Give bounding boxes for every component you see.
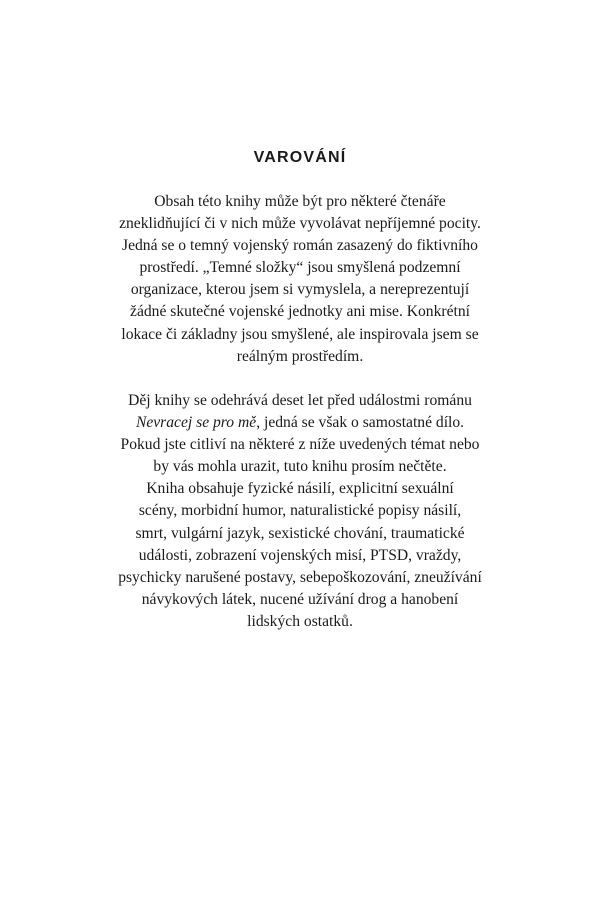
text-line: Pokud jste citliví na některé z níže uvedených témat nebo xyxy=(120,436,480,454)
warning-paragraph-2 xyxy=(90,390,510,633)
text-line: zneklidňující či v nich může vyvolávat nepříjemné pocity. xyxy=(119,215,481,233)
text-line: Jedná se o temný vojenský román zasazený do fiktivního xyxy=(122,237,478,255)
text-line: Kniha obsahuje fyzické násilí, explicitní sexuální xyxy=(146,480,454,498)
warning-paragraph-1 xyxy=(90,191,510,368)
text-line: žádné skutečné vojenské jednotky ani mise. Konkrétní xyxy=(130,303,470,321)
text-line: by vás mohla urazit, tuto knihu prosím nečtěte. xyxy=(153,458,447,476)
text-line-with-title xyxy=(90,412,510,434)
text-line: reálným prostředím. xyxy=(236,347,364,365)
text-line: Děj knihy se odehrává deset let před událostmi románu xyxy=(128,392,472,409)
page-heading: VAROVÁNÍ xyxy=(253,149,347,166)
novel-title: Nevracej se pro mě xyxy=(135,414,257,432)
text-line: scény, morbidní humor, naturalistické popisy násilí, xyxy=(138,502,462,520)
text-line: psychicky narušené postavy, sebepoškozování, zneužívání xyxy=(118,568,482,586)
text-fragment: , jedná se však o samostatné dílo. xyxy=(256,414,465,432)
text-line: návykových látek, nucené užívání drog a hanobení xyxy=(141,590,459,608)
text-line: události, zobrazení vojenských misí, PTSD, vraždy, xyxy=(138,546,462,564)
text-line: Obsah této knihy může být pro některé čtenáře xyxy=(154,193,446,210)
text-line: smrt, vulgární jazyk, sexistické chování, traumatické xyxy=(135,524,465,542)
text-line: prostředí. „Temné složky“ jsou smyšlená podzemní xyxy=(139,259,461,277)
text-line: lokace či základny jsou smyšlené, ale inspirovala jsem se xyxy=(121,325,479,343)
text-line: organizace, kterou jsem si vymyslela, a nereprezentují xyxy=(130,281,470,299)
text-line: lidských ostatků. xyxy=(247,612,353,630)
